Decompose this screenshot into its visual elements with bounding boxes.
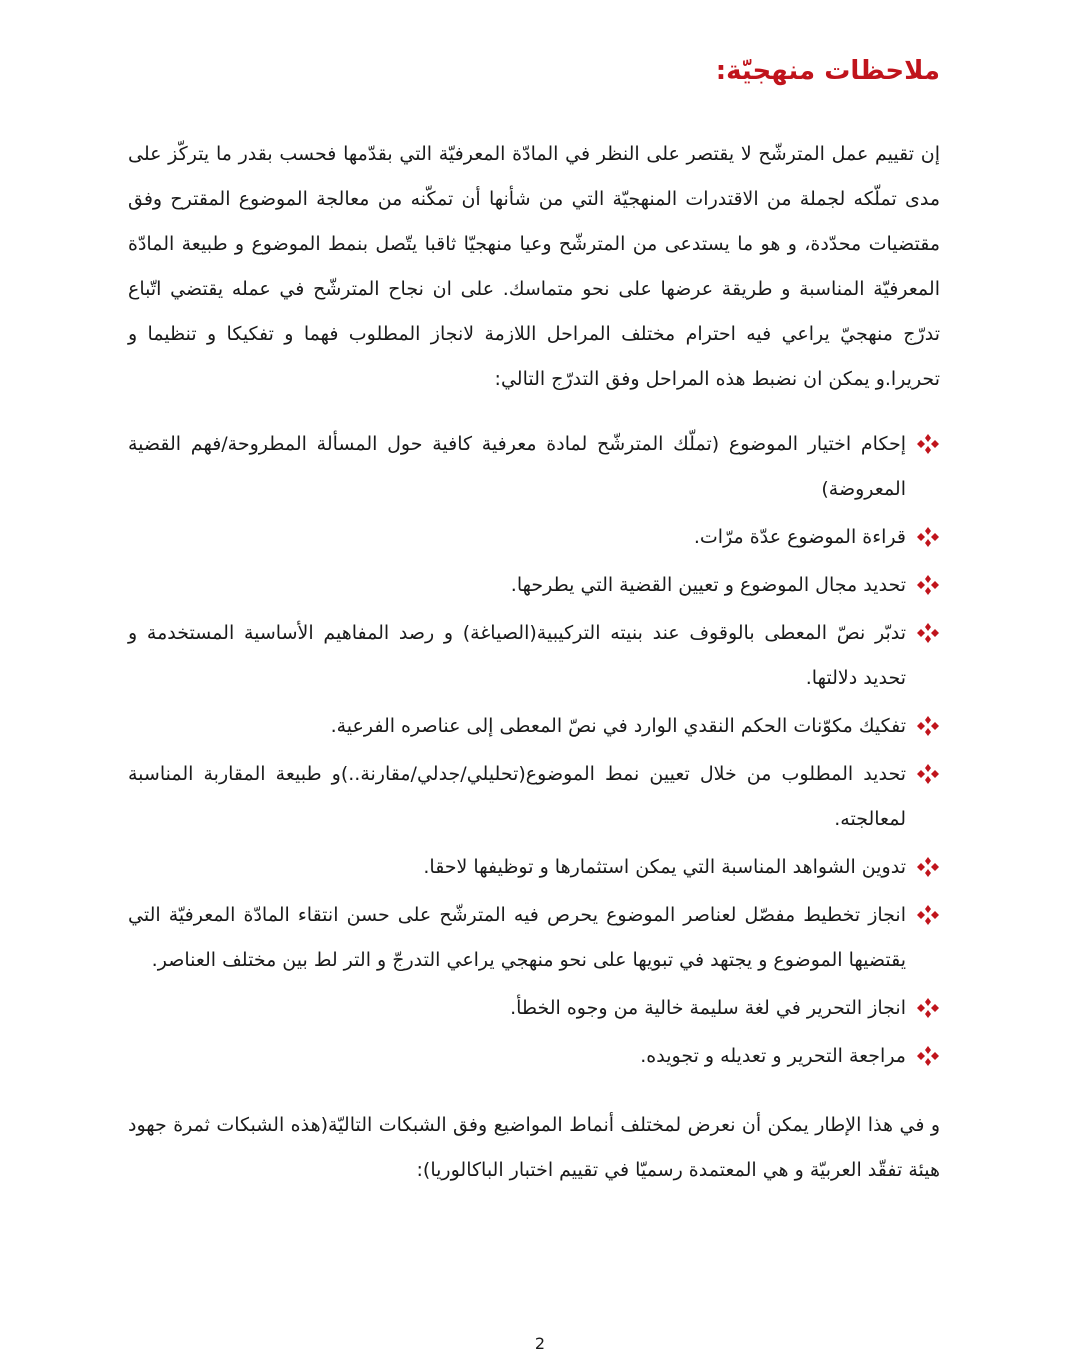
list-item [128, 752, 940, 842]
list-item [128, 704, 940, 749]
list-item-text: تدوين الشواهد المناسبة التي يمكن استثمارها و توظيفها لاحقا. [423, 856, 906, 878]
steps-list [128, 422, 940, 1079]
list-item [128, 845, 940, 890]
list-item-text: مراجعة التحرير و تعديله و تجويده. [640, 1045, 906, 1067]
four-diamond-bullet-icon [916, 574, 940, 596]
four-diamond-bullet-icon [916, 763, 940, 785]
list-item-text: انجاز تخطيط مفصّل لعناصر الموضوع يحرص فيه المترشّح على حسن انتقاء المادّة المعرفيّة التي يقتضيها الموضوع و يجتهد في تبويها على نحو منهجي يراعي التدرجّ و التر لط بين مختلف العناصر. [128, 904, 906, 971]
list-item-text: تحديد المطلوب من خلال تعيين نمط الموضوع(تحليلي/جدلي/مقارنة..)و طبيعة المقاربة المناسبة لمعالجته. [128, 763, 906, 830]
list-item [128, 986, 940, 1031]
list-item [128, 611, 940, 701]
list-item [128, 893, 940, 983]
four-diamond-bullet-icon [916, 904, 940, 926]
four-diamond-bullet-icon [916, 856, 940, 878]
intro-paragraph: إن تقييم عمل المترشّح لا يقتصر على النظر في المادّة المعرفيّة التي بقدّمها فحسب بقدر ما يتركّز على مدى تملّكه لجملة من الاقتدرات المنهجيّة التي من شأنها أن تمكّنه من معالجة الموضوع المقترح وفق مقتضيات محدّدة، و هو ما يستدعى من المترشّح وعيا منهجيّا ثاقبا يتّصل بنمط الموضوع و طبيعة المادّة المعرفيّة المناسبة و طريقة عرضها على نحو متماسك. على ان نجاح المترشّح في عمله يقتضي اتّباع تدرّج منهجيّ يراعي فيه احترام مختلف المراحل اللازمة لانجاز المطلوب فهما و تفكيكا و تنظيما و تحريرا.و يمكن ان نضبط هذه المراحل وفق التدرّج التالي: [128, 143, 940, 390]
list-item-text: إحكام اختيار الموضوع (تملّك المترشّح لمادة معرفية كافية حول المسألة المطروحة/فهم القضية المعروضة) [128, 433, 906, 500]
section-heading: ملاحظات منهجيّة: [715, 56, 940, 86]
list-item-text: تدبّر نصّ المعطى بالوقوف عند بنيته التركيبية(الصياغة) و رصد المفاهيم الأساسية المستخدمة و تحديد دلالتها. [128, 622, 906, 689]
list-item-text: تفكيك مكوّنات الحكم النقدي الوارد في نصّ المعطى إلى عناصره الفرعية. [330, 715, 906, 737]
four-diamond-bullet-icon [916, 997, 940, 1019]
closing-paragraph: و في هذا الإطار يمكن أن نعرض لمختلف أنماط المواضيع وفق الشبكات التاليّة(هذه الشبكات ثمرة جهود هيئة تفقّد العربيّة و هي المعتمدة رسميّا في تقييم اختبار الباكالوريا): [128, 1114, 940, 1181]
four-diamond-bullet-icon [916, 1045, 940, 1067]
page-number: 2 [534, 1334, 546, 1353]
four-diamond-bullet-icon [916, 526, 940, 548]
list-item [128, 422, 940, 512]
list-item [128, 515, 940, 560]
list-item-text: قراءة الموضوع عدّة مرّات. [693, 526, 906, 548]
four-diamond-bullet-icon [916, 433, 940, 455]
list-item [128, 563, 940, 608]
list-item-text: تحديد مجال الموضوع و تعيين القضية التي يطرحها. [510, 574, 906, 596]
list-item-text: انجاز التحرير في لغة سليمة خالية من وجوه الخطأ. [510, 997, 906, 1019]
list-item [128, 1034, 940, 1079]
four-diamond-bullet-icon [916, 622, 940, 644]
four-diamond-bullet-icon [916, 715, 940, 737]
document-page [128, 40, 940, 1193]
